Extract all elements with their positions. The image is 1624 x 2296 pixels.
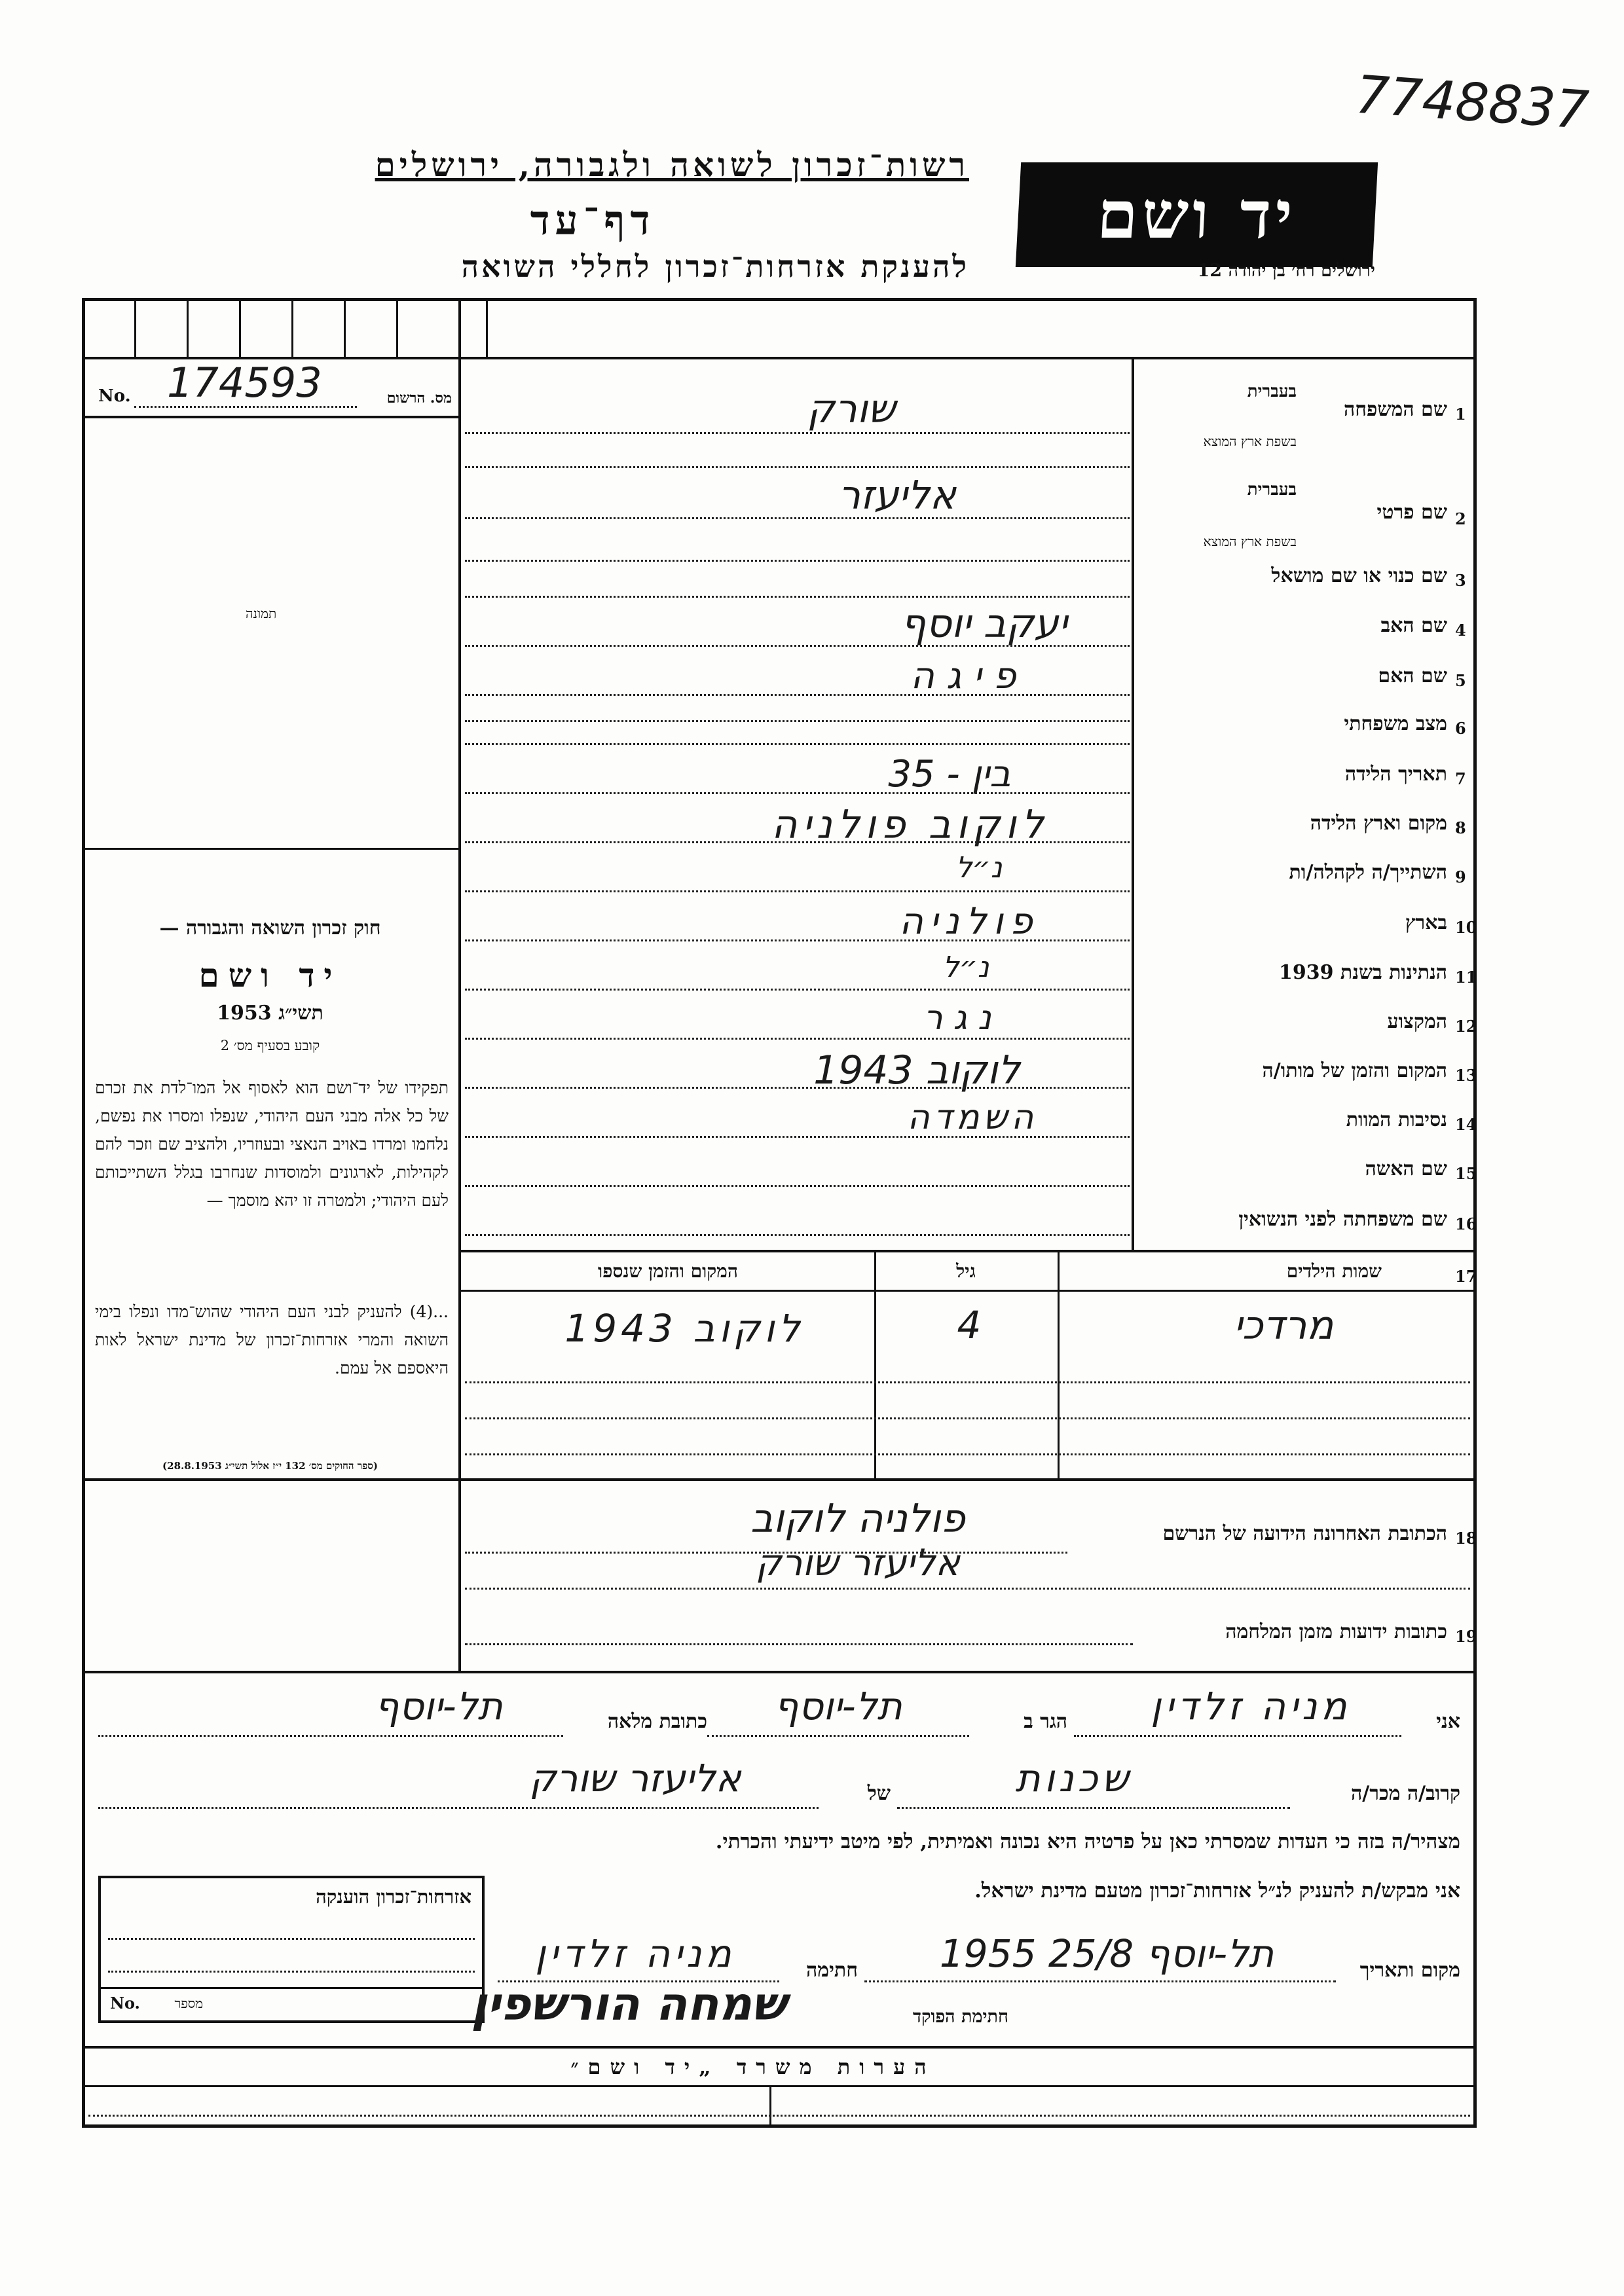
law-text-1: תפקידו של יד־ושם הוא לאסוף אל המו־לדת את זכרם של כל אלה מבני העם היהודי, שנפלו ומסרו את נפשם, נלחמו ומרדו באויב הנאצי ובעוזריו, ולהציב שם וזכר להם לקהילות, לארגונים ולמוסדות שנחרבו בגלל השתייכותם לעם היהודי; ולמטרה זו יהא מוסמך — xyxy=(95,1078,449,1210)
law-name: יד ושם xyxy=(198,956,342,994)
children-col-place-time: המקום והזמן שנספו xyxy=(598,1260,738,1282)
field-value: בין - 35 xyxy=(888,753,1011,795)
field-value: יעקב יוסף xyxy=(900,601,1067,647)
place-date-label: מקום ותאריך xyxy=(1359,1959,1460,1982)
child-age: 4 xyxy=(957,1303,982,1347)
field-label: השתייך/ה לקהלה/ות xyxy=(1289,861,1447,884)
sub-label-origin: בשפת ארץ המוצא xyxy=(1203,433,1297,449)
of-value: אליעזר שורק xyxy=(529,1756,741,1800)
field-label: תאריך הלידה xyxy=(1344,763,1447,786)
declaration-i-label: אני xyxy=(1436,1710,1460,1733)
resident-label: הגר ב xyxy=(1024,1710,1067,1733)
signature-value: מניה זלדין xyxy=(535,1931,735,1976)
field-value: פיגה xyxy=(910,655,1028,697)
field-label: הנתינות בשנת 1939 xyxy=(1278,961,1447,984)
child-place-time: לוקוב 1943 xyxy=(564,1306,804,1351)
field-label: שם האשה xyxy=(1365,1157,1447,1180)
form-title: דף־עד xyxy=(530,196,655,244)
declarant-name: מניה זלדין xyxy=(1151,1684,1351,1728)
law-clause: קובע בסעיף מס׳ 2 xyxy=(220,1038,320,1053)
of-label: של xyxy=(867,1782,891,1805)
place-date-value: תל-יוסף 25/8 1955 xyxy=(939,1931,1274,1976)
field-label: מצב משפחתי xyxy=(1344,712,1447,735)
officer-signature: שמחה הורשפין xyxy=(471,1977,786,2031)
field-label: שם כנוי או שם מושאל xyxy=(1271,564,1447,587)
wartime-address-label: כתובות ידועות מזמן המלחמה xyxy=(1225,1620,1447,1643)
office-notes-title: הערות משרד „יד ושם״ xyxy=(570,2054,936,2079)
last-address-line1: פולניה לוקוב xyxy=(750,1496,965,1542)
registration-number: 174593 xyxy=(167,359,322,407)
full-address-label: כתובת מלאה xyxy=(607,1710,707,1733)
last-address-label: הכתובת האחרונה הידועה של הנרשם xyxy=(1162,1522,1447,1545)
citizenship-number-en: No. xyxy=(110,1994,140,2013)
authority-title: רשות־זכרון לשואה ולגבורה, ירושלים xyxy=(375,145,969,184)
field-label: שם פרטי xyxy=(1376,501,1447,524)
field-value: לוקוב פולניה xyxy=(771,802,1049,848)
photo-label: תמונה xyxy=(246,606,277,621)
relative-value: שכנות xyxy=(1015,1756,1133,1800)
children-col-age: גיל xyxy=(956,1260,976,1282)
law-title: חוק זכרון השואה והגבורה — xyxy=(159,917,381,939)
law-text-2: ...(4) להעניק לבני העם היהודי שהוש־מדו ונפלו בימי השואה והמרי אזרחות־זכרון של מדינת ישראל לאות היאספם אל עמם. xyxy=(95,1302,449,1377)
last-address-line2: אליעזר שורק xyxy=(756,1542,960,1584)
field-value: השמדה xyxy=(907,1098,1038,1137)
field-label: מקום וארץ הלידה xyxy=(1310,812,1447,835)
field-label: שם האב xyxy=(1380,614,1447,637)
sub-label-origin: בשפת ארץ המוצא xyxy=(1203,534,1297,549)
field-label: המקום והזמן של מותו/ה xyxy=(1262,1059,1447,1082)
form-subtitle: להענקת אזרחות־זכרון לחללי השואה xyxy=(461,249,969,284)
registration-label-en: No. xyxy=(98,386,131,406)
law-year: תשי״ג 1953 xyxy=(217,1002,323,1025)
citizenship-box-title: אזרחות־זכרון הוענקה xyxy=(316,1886,471,1908)
sub-label-hebrew: בעברית xyxy=(1247,480,1297,500)
field-label: בארץ xyxy=(1405,911,1447,934)
sub-label-hebrew: בעברית xyxy=(1247,382,1297,401)
field-label: נסיבות המוות xyxy=(1346,1108,1447,1131)
address-line: ירושלים רח׳ בן יהודה 12 xyxy=(1197,261,1375,281)
field-value: שורק xyxy=(807,386,896,432)
field-value: נגר xyxy=(923,998,1002,1038)
archive-number: 7748837 xyxy=(1354,64,1591,141)
officer-label: חתימת הפוקד xyxy=(913,2007,1008,2027)
full-address-value: תל-יוסף xyxy=(375,1684,503,1728)
field-label: שם משפחתה לפני הנשואין xyxy=(1238,1208,1447,1231)
field-value: לוקוב 1943 xyxy=(813,1048,1020,1093)
children-col-names: שמות הילדים xyxy=(1286,1260,1382,1282)
declaration-statement: מצהיר/ה בזה כי העדות שמסרתי כאן על פרטיה היא נכונה ואמיתית, לפי מיטב ידיעתי והכרתי. xyxy=(715,1830,1460,1853)
registration-label-he: מס. הרשום xyxy=(386,390,452,407)
child-name: מרדכי xyxy=(1233,1303,1334,1349)
field-label: שם המשפחה xyxy=(1343,398,1447,421)
relative-label: קרוב/ה מכר/ה xyxy=(1351,1782,1460,1805)
declaration-request: אני מבקש/ת להעניק לנ״ל אזרחות־זכרון מטעם מדינת ישראל. xyxy=(974,1879,1460,1903)
yad-vashem-logo: יד ושם xyxy=(1016,162,1378,267)
field-value: פולניה xyxy=(899,900,1039,943)
citizenship-number-he: מספר xyxy=(174,1995,203,2011)
field-value: אליעזר xyxy=(838,473,956,519)
field-label: המקצוע xyxy=(1387,1010,1447,1033)
resident-value: תל-יוסף xyxy=(774,1684,902,1728)
law-reference: (ספר החוקים מס׳ 132 י״ז אלול תשי״ג 28.8.1953) xyxy=(162,1460,378,1472)
field-label: שם האם xyxy=(1378,665,1447,687)
field-value: נ״ל xyxy=(955,851,1003,884)
field-value: נ״ל xyxy=(942,951,989,984)
signature-label: חתימה xyxy=(806,1959,858,1982)
